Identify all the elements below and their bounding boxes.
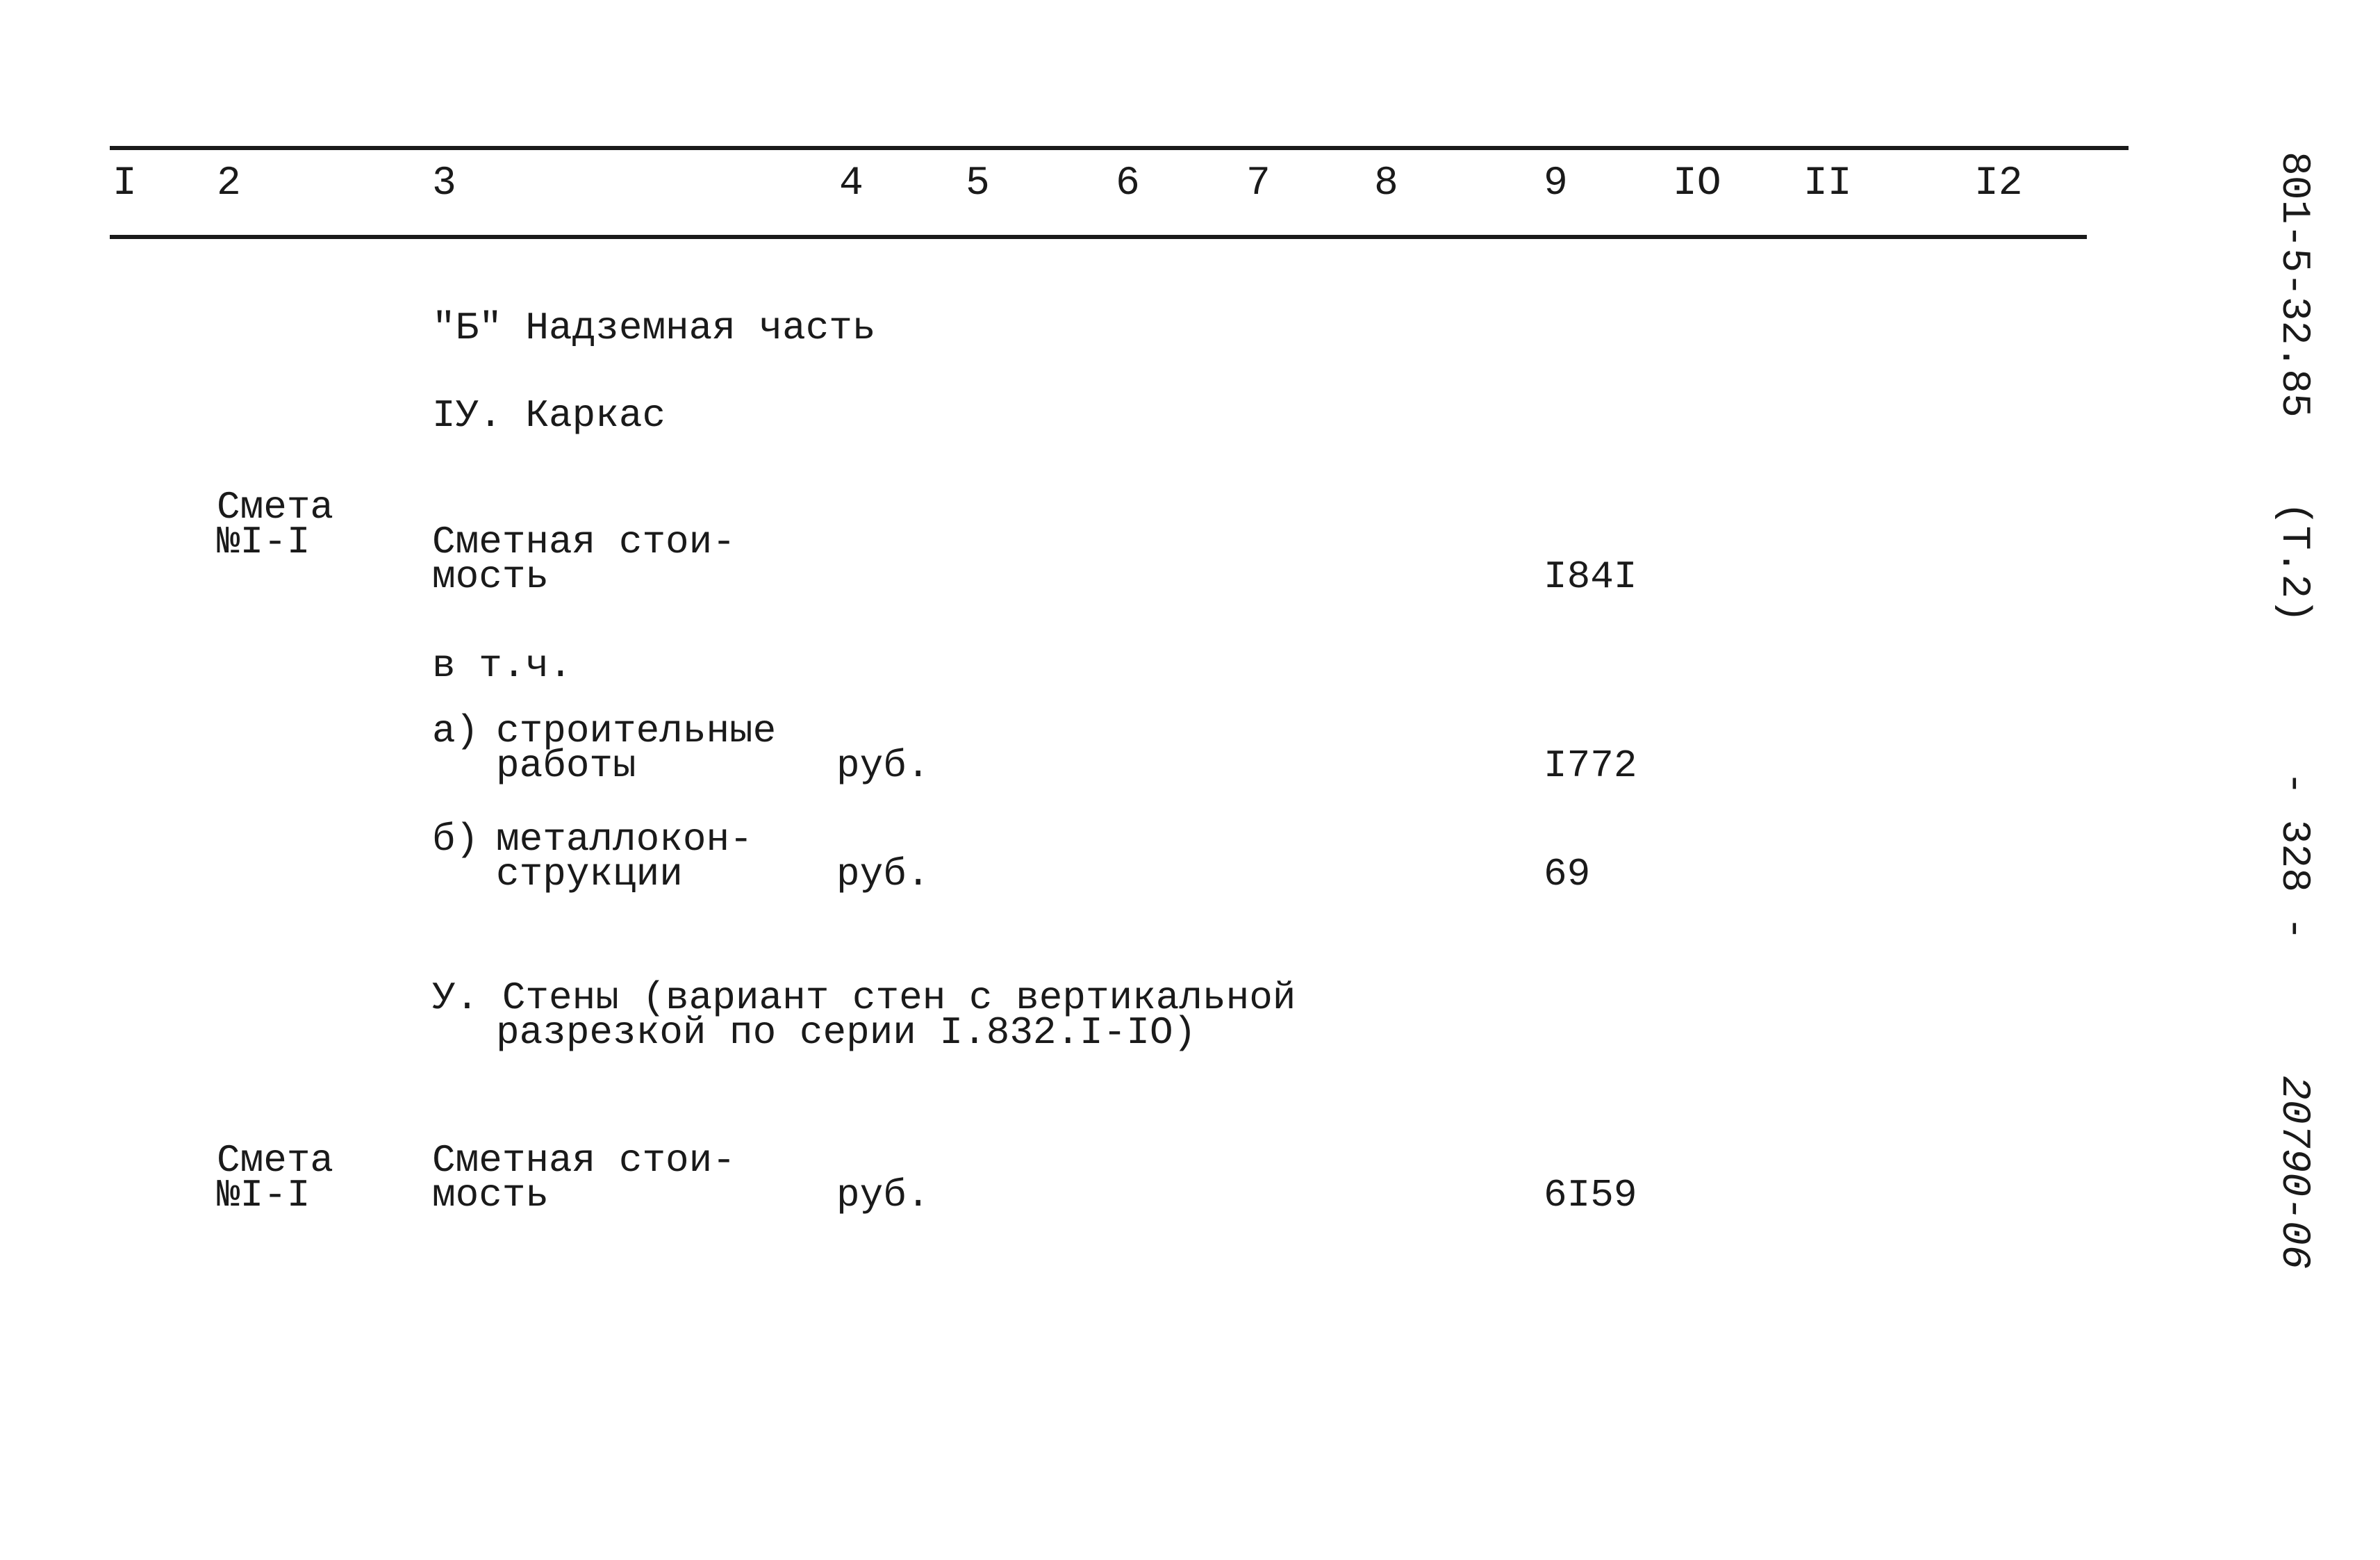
volume-stamp: (Т.2) xyxy=(2271,502,2316,623)
column-header-7: 7 xyxy=(1246,161,1271,206)
column-header-1: I xyxy=(113,161,137,206)
column-header-10: IO xyxy=(1673,161,1721,206)
item-name-line1: строительные xyxy=(496,709,777,753)
column-header-2: 2 xyxy=(217,161,241,206)
item-unit: руб. xyxy=(836,1173,930,1217)
item-name-line2: струкции xyxy=(496,852,683,896)
section-frame: IУ. Каркас xyxy=(432,393,666,438)
item-value: 69 xyxy=(1544,852,1591,896)
column-header-8: 8 xyxy=(1374,161,1398,206)
section-walls-line2: разрезкой по серии I.832.I-IO) xyxy=(496,1010,1197,1055)
estimate-ref-line1: Смета xyxy=(217,1138,334,1183)
item-value: I84I xyxy=(1544,555,1637,599)
column-header-11: II xyxy=(1803,161,1852,206)
item-name-line2: мость xyxy=(432,555,549,599)
column-header-12: I2 xyxy=(1974,161,2023,206)
item-name-line2: работы xyxy=(496,744,636,788)
item-name-line1: Сметная стои- xyxy=(432,1138,736,1183)
page-number-stamp: - 328 - xyxy=(2271,771,2316,941)
estimate-ref-line2: №I-I xyxy=(217,520,311,564)
estimate-ref-line1: Смета xyxy=(217,485,334,529)
section-walls-line1: У. Стены (вариант стен с вертикальной xyxy=(432,976,1296,1020)
item-unit: руб. xyxy=(836,852,930,896)
inventory-number-stamp: 20790-06 xyxy=(2271,1076,2316,1270)
estimate-ref-line2: №I-I xyxy=(217,1173,311,1217)
section-above-ground: "Б" Надземная часть xyxy=(432,306,876,350)
doc-code-stamp: 801-5-32.85 xyxy=(2271,151,2316,418)
item-name-line1: металлокон- xyxy=(496,817,753,862)
column-header-9: 9 xyxy=(1544,161,1568,206)
item-marker: б) xyxy=(432,817,479,862)
column-header-6: 6 xyxy=(1116,161,1140,206)
header-top-rule xyxy=(110,146,2129,150)
column-header-4: 4 xyxy=(839,161,863,206)
item-value: I772 xyxy=(1544,744,1637,788)
item-name-line2: мость xyxy=(432,1173,549,1217)
item-name-line1: Сметная стои- xyxy=(432,520,736,564)
column-header-3: 3 xyxy=(432,161,456,206)
including-label: в т.ч. xyxy=(432,643,572,688)
item-value: 6I59 xyxy=(1544,1173,1637,1217)
item-unit: руб. xyxy=(836,744,930,788)
header-bottom-rule xyxy=(110,235,2087,239)
column-header-5: 5 xyxy=(966,161,990,206)
item-marker: а) xyxy=(432,709,479,753)
